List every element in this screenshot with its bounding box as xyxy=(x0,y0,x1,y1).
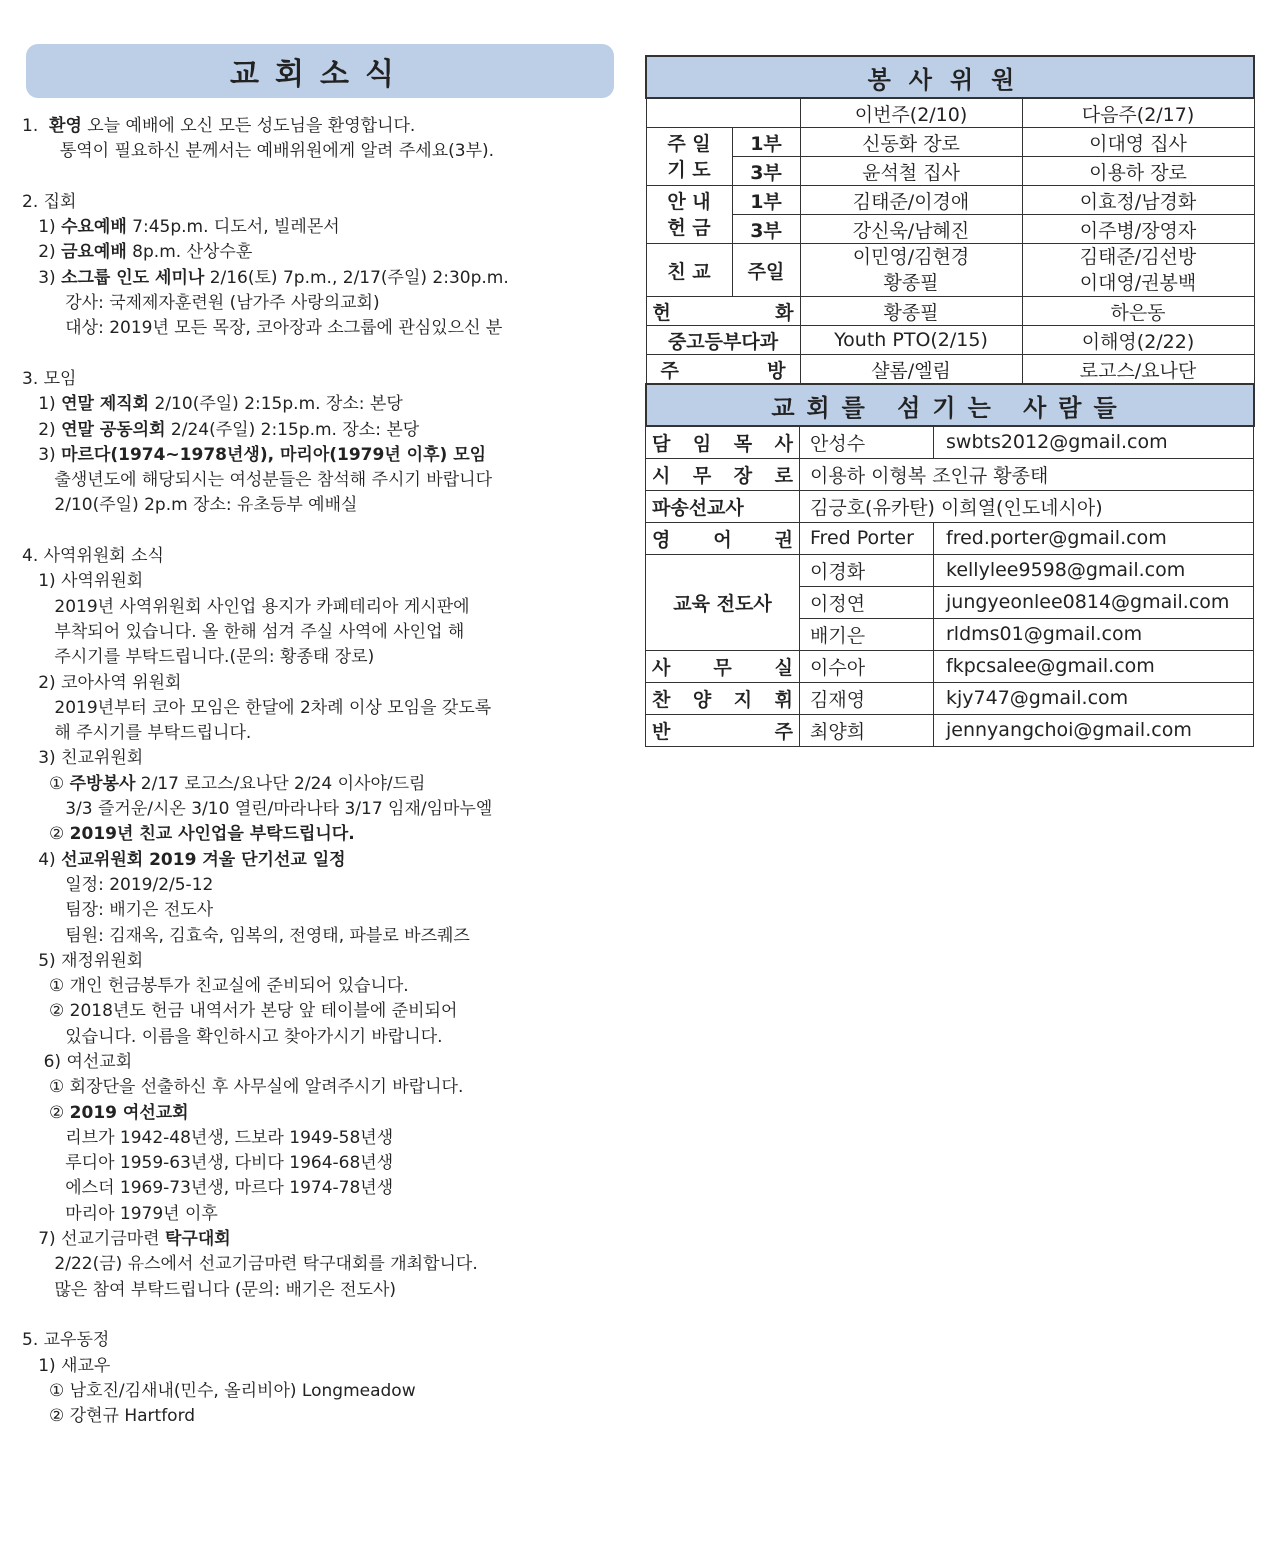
kitchen-this: 샬롬/엘림 xyxy=(800,355,1022,385)
news-line-bold: 탁구대회 xyxy=(165,1229,231,1250)
news-line xyxy=(22,999,628,1024)
news-line-text: ① 회장단을 선출하신 후 사무실에 알려주시기 바랍니다. xyxy=(22,1077,464,1098)
kitchen-label: 주 방 xyxy=(646,355,800,385)
news-line-text: 2/24(주일) 2:15p.m. 장소: 본당 xyxy=(165,419,420,440)
news-line xyxy=(22,949,628,974)
news-body xyxy=(22,114,628,1429)
news-line-bold: 선교위원회 2019 겨울 단기선교 일정 xyxy=(61,849,346,870)
news-line xyxy=(22,1404,628,1429)
news-line-text: 1) xyxy=(22,217,62,238)
fellow-this: 이민영/김현경 황종필 xyxy=(800,244,1022,297)
news-line xyxy=(22,873,628,898)
prayer3-next: 이용하 장로 xyxy=(1022,157,1254,186)
news-line xyxy=(22,1227,628,1252)
news-line-bold: 주방봉사 xyxy=(69,773,136,794)
news-line-text: 2) 코아사역 위원회 xyxy=(22,672,182,693)
blank-cell xyxy=(646,98,800,128)
part-label: 1부 xyxy=(732,128,800,157)
news-line-text: ① xyxy=(22,773,70,794)
offer3-this: 강신욱/남혜진 xyxy=(800,215,1022,244)
choir-name: 김재영 xyxy=(800,682,934,714)
news-column xyxy=(22,44,628,1429)
news-line xyxy=(22,266,628,291)
spacer xyxy=(22,342,628,367)
news-line xyxy=(22,114,628,139)
news-line xyxy=(22,569,628,594)
youth-this: Youth PTO(2/15) xyxy=(800,326,1022,355)
news-line xyxy=(22,1050,628,1075)
news-line-text: 2. 집회 xyxy=(22,191,77,212)
edu-name: 이경화 xyxy=(800,554,934,586)
piano-name: 최양희 xyxy=(800,714,934,746)
next-week-header: 다음주(2/17) xyxy=(1022,98,1254,128)
news-line-text: 1. xyxy=(22,116,50,136)
flower-label: 헌 화 xyxy=(646,297,800,326)
spacer xyxy=(22,519,628,544)
news-line-bold: 2019 여선교회 xyxy=(69,1102,189,1123)
service-title: 봉사위원 xyxy=(646,56,1254,98)
news-line xyxy=(22,924,628,949)
news-line xyxy=(22,493,628,518)
right-column xyxy=(645,55,1253,747)
fellowship-sub: 주일 xyxy=(732,244,800,297)
edu-email[interactable]: jungyeonlee0814@gmail.com xyxy=(934,586,1254,618)
news-line xyxy=(22,544,628,569)
news-line-text: 일정: 2019/2/5-12 xyxy=(22,874,214,895)
news-line xyxy=(22,468,628,493)
news-line-text: 주시기를 부탁드립니다.(문의: 황종태 장로) xyxy=(22,647,375,668)
news-line-text: 7:45p.m. 디도서, 빌레몬서 xyxy=(126,217,340,238)
news-line xyxy=(22,190,628,215)
fellow-next: 김태준/김선방 이대영/권봉백 xyxy=(1022,244,1254,297)
part-label: 3부 xyxy=(732,157,800,186)
senior-email[interactable]: swbts2012@gmail.com xyxy=(934,426,1254,458)
news-line-bold: 2019년 친교 사인업을 부탁드립니다. xyxy=(69,824,355,845)
news-line-text: 많은 참여 부탁드립니다 (문의: 배기은 전도사) xyxy=(22,1279,397,1300)
news-line-text: 7) 선교기금마련 xyxy=(22,1229,165,1250)
news-line xyxy=(22,443,628,468)
news-line-text: 통역이 필요하신 분께서는 예배위원에게 알려 주세요(3부). xyxy=(22,141,495,162)
news-line-text: 4. 사역위원회 소식 xyxy=(22,546,164,567)
news-line-bold: 연말 제직회 xyxy=(61,394,150,415)
news-line-text: 부착되어 있습니다. 올 한해 섬겨 주실 사역에 사인업 해 xyxy=(22,621,465,642)
news-line-text: 6) 여선교회 xyxy=(22,1051,133,1072)
choir-label: 찬 양 지 휘 xyxy=(646,682,800,714)
youth-label: 중고등부다과 xyxy=(646,326,800,355)
staff-title: 교회를 섬기는 사람들 xyxy=(646,384,1254,426)
news-line-bold: 마르다(1974~1978년생), 마리아(1979년 이후) 모임 xyxy=(61,444,487,465)
offering-label: 안 내 헌 금 xyxy=(646,186,732,244)
news-line xyxy=(22,1354,628,1379)
news-line xyxy=(22,418,628,443)
news-line-text: ② 강현규 Hartford xyxy=(22,1406,196,1427)
spacer xyxy=(22,1303,628,1328)
news-line xyxy=(22,822,628,847)
news-line-text: ① 남호진/김새내(민수, 올리비아) Longmeadow xyxy=(22,1380,416,1401)
youth-next: 이해영(2/22) xyxy=(1022,326,1254,355)
news-line-bold: 환영 xyxy=(49,116,82,136)
news-line-text: 5) 재정위원회 xyxy=(22,950,144,971)
news-line-text: 3) xyxy=(22,444,62,465)
part-label: 1부 xyxy=(732,186,800,215)
news-line-text: 1) 새교우 xyxy=(22,1355,111,1376)
senior-name: 안성수 xyxy=(800,426,934,458)
offer1-this: 김태준/이경애 xyxy=(800,186,1022,215)
news-line-text: 리브가 1942-48년생, 드보라 1949-58년생 xyxy=(22,1127,394,1148)
news-line-text: 해 주시기를 부탁드립니다. xyxy=(22,723,252,744)
news-line-text: ② xyxy=(22,1102,70,1123)
offer3-next: 이주병/장영자 xyxy=(1022,215,1254,244)
office-label: 사 무 실 xyxy=(646,650,800,682)
kitchen-next: 로고스/요나단 xyxy=(1022,355,1254,385)
fellowship-label: 친 교 xyxy=(646,244,732,297)
news-line-text: 있습니다. 이름을 확인하시고 찾아가시기 바랍니다. xyxy=(22,1026,443,1047)
flower-this: 황종필 xyxy=(800,297,1022,326)
news-line-text: 오늘 예배에 오신 모든 성도님을 환영합니다. xyxy=(81,116,416,136)
news-line-text: 루디아 1959-63년생, 다비다 1964-68년생 xyxy=(22,1153,394,1174)
edu-email[interactable]: kellylee9598@gmail.com xyxy=(934,554,1254,586)
elders-label: 시 무 장 로 xyxy=(646,458,800,490)
news-line-bold: 소그룹 인도 세미나 xyxy=(61,267,205,288)
news-line xyxy=(22,240,628,265)
news-line xyxy=(22,1025,628,1050)
news-line-text: 2/10(주일) 2p.m 장소: 유초등부 예배실 xyxy=(22,495,358,516)
news-line xyxy=(22,1202,628,1227)
news-line-text: 3) xyxy=(22,267,62,288)
news-line xyxy=(22,746,628,771)
news-line xyxy=(22,1075,628,1100)
staff-table xyxy=(645,426,1254,747)
flower-next: 하은동 xyxy=(1022,297,1254,326)
news-line xyxy=(22,974,628,999)
part-label: 3부 xyxy=(732,215,800,244)
missionary-label: 파송선교사 xyxy=(646,490,800,522)
news-line-text: 마리아 1979년 이후 xyxy=(22,1203,218,1224)
news-title: 교회소식 xyxy=(26,44,614,98)
news-line-text: 2/16(토) 7p.m., 2/17(주일) 2:30p.m. xyxy=(204,267,509,288)
news-line-text: 강사: 국제제자훈련원 (남가주 사랑의교회) xyxy=(22,293,380,314)
prayer1-this: 신동화 장로 xyxy=(800,128,1022,157)
news-line-text: 팀장: 배기은 전도사 xyxy=(22,900,214,921)
news-line xyxy=(22,139,628,164)
edu-name: 이정연 xyxy=(800,586,934,618)
edu-email[interactable]: rldms01@gmail.com xyxy=(934,618,1254,650)
news-line-text: ② 2018년도 헌금 내역서가 본당 앞 테이블에 준비되어 xyxy=(22,1001,458,1022)
news-line-text: 팀원: 김재옥, 김효숙, 임복의, 전영태, 파블로 바즈퀘즈 xyxy=(22,925,470,946)
news-line-text: 2) xyxy=(22,242,62,263)
news-line xyxy=(22,671,628,696)
news-line xyxy=(22,1101,628,1126)
prayer1-next: 이대영 집사 xyxy=(1022,128,1254,157)
this-week-header: 이번주(2/10) xyxy=(800,98,1022,128)
news-line xyxy=(22,620,628,645)
news-line-bold: 수요예배 xyxy=(61,217,127,238)
english-email[interactable]: fred.porter@gmail.com xyxy=(934,522,1254,554)
office-email[interactable]: fkpcsalee@gmail.com xyxy=(934,650,1254,682)
senior-label: 담 임 목 사 xyxy=(646,426,800,458)
choir-email[interactable]: kjy747@gmail.com xyxy=(934,682,1254,714)
elders-names: 이용하 이형복 조인규 황종태 xyxy=(800,458,1254,490)
piano-email[interactable]: jennyangchoi@gmail.com xyxy=(934,714,1254,746)
news-line xyxy=(22,291,628,316)
news-line-text: 2) xyxy=(22,419,62,440)
news-line xyxy=(22,1151,628,1176)
news-line-text: 1) xyxy=(22,394,62,415)
news-line xyxy=(22,1176,628,1201)
news-line-text: ① 개인 헌금봉투가 친교실에 준비되어 있습니다. xyxy=(22,976,409,997)
news-line xyxy=(22,772,628,797)
news-line-bold: 금요예배 xyxy=(61,242,127,263)
news-line-text: 에스더 1969-73년생, 마르다 1974-78년생 xyxy=(22,1178,394,1199)
news-line-text: 5. 교우동정 xyxy=(22,1330,110,1351)
english-name: Fred Porter xyxy=(800,522,934,554)
news-line xyxy=(22,1126,628,1151)
news-line xyxy=(22,367,628,392)
news-line-text: 2019년부터 코아 모임은 한달에 2차례 이상 모임을 갖도록 xyxy=(22,697,492,718)
service-table xyxy=(645,55,1255,427)
office-name: 이수아 xyxy=(800,650,934,682)
news-line-text: 출생년도에 해당되시는 여성분들은 참석해 주시기 바랍니다 xyxy=(22,470,492,491)
news-line xyxy=(22,696,628,721)
prayer-label: 주 일 기 도 xyxy=(646,128,732,186)
news-line xyxy=(22,1252,628,1277)
spacer xyxy=(22,165,628,190)
news-line xyxy=(22,898,628,923)
news-line xyxy=(22,1328,628,1353)
news-line-text: 1) 사역위원회 xyxy=(22,571,144,592)
news-line xyxy=(22,721,628,746)
prayer3-this: 윤석철 집사 xyxy=(800,157,1022,186)
edu-name: 배기은 xyxy=(800,618,934,650)
news-line-text: 2019년 사역위원회 사인업 용지가 카페테리아 게시판에 xyxy=(22,596,470,617)
piano-label: 반 주 xyxy=(646,714,800,746)
news-line-text: 2/22(금) 유스에서 선교기금마련 탁구대회를 개최합니다. xyxy=(22,1254,478,1275)
english-label: 영 어 권 xyxy=(646,522,800,554)
news-line-text: 3. 모임 xyxy=(22,368,77,389)
news-line xyxy=(22,848,628,873)
news-line xyxy=(22,215,628,240)
news-line xyxy=(22,392,628,417)
news-line xyxy=(22,645,628,670)
news-line-text: ② xyxy=(22,824,70,845)
news-line-text: 3/3 즐거운/시온 3/10 열린/마라나타 3/17 임재/임마누엘 xyxy=(22,799,493,820)
news-line-bold: 연말 공동의회 xyxy=(61,419,166,440)
news-line xyxy=(22,595,628,620)
news-line-text: 대상: 2019년 모든 목장, 코아장과 소그룹에 관심있으신 분 xyxy=(22,318,503,339)
news-line-text: 2/17 로고스/요나단 2/24 이사야/드림 xyxy=(135,773,426,794)
news-line xyxy=(22,1278,628,1303)
missionary-names: 김긍호(유카탄) 이희열(인도네시아) xyxy=(800,490,1254,522)
news-line xyxy=(22,1379,628,1404)
news-line-text: 2/10(주일) 2:15p.m. 장소: 본당 xyxy=(149,394,403,415)
news-line-text: 4) xyxy=(22,849,62,870)
news-line xyxy=(22,797,628,822)
news-line xyxy=(22,316,628,341)
news-line-text: 3) 친교위원회 xyxy=(22,748,144,769)
offer1-next: 이효정/남경화 xyxy=(1022,186,1254,215)
news-line-text: 8p.m. 산상수훈 xyxy=(126,242,253,263)
edu-label: 교육 전도사 xyxy=(646,554,800,650)
